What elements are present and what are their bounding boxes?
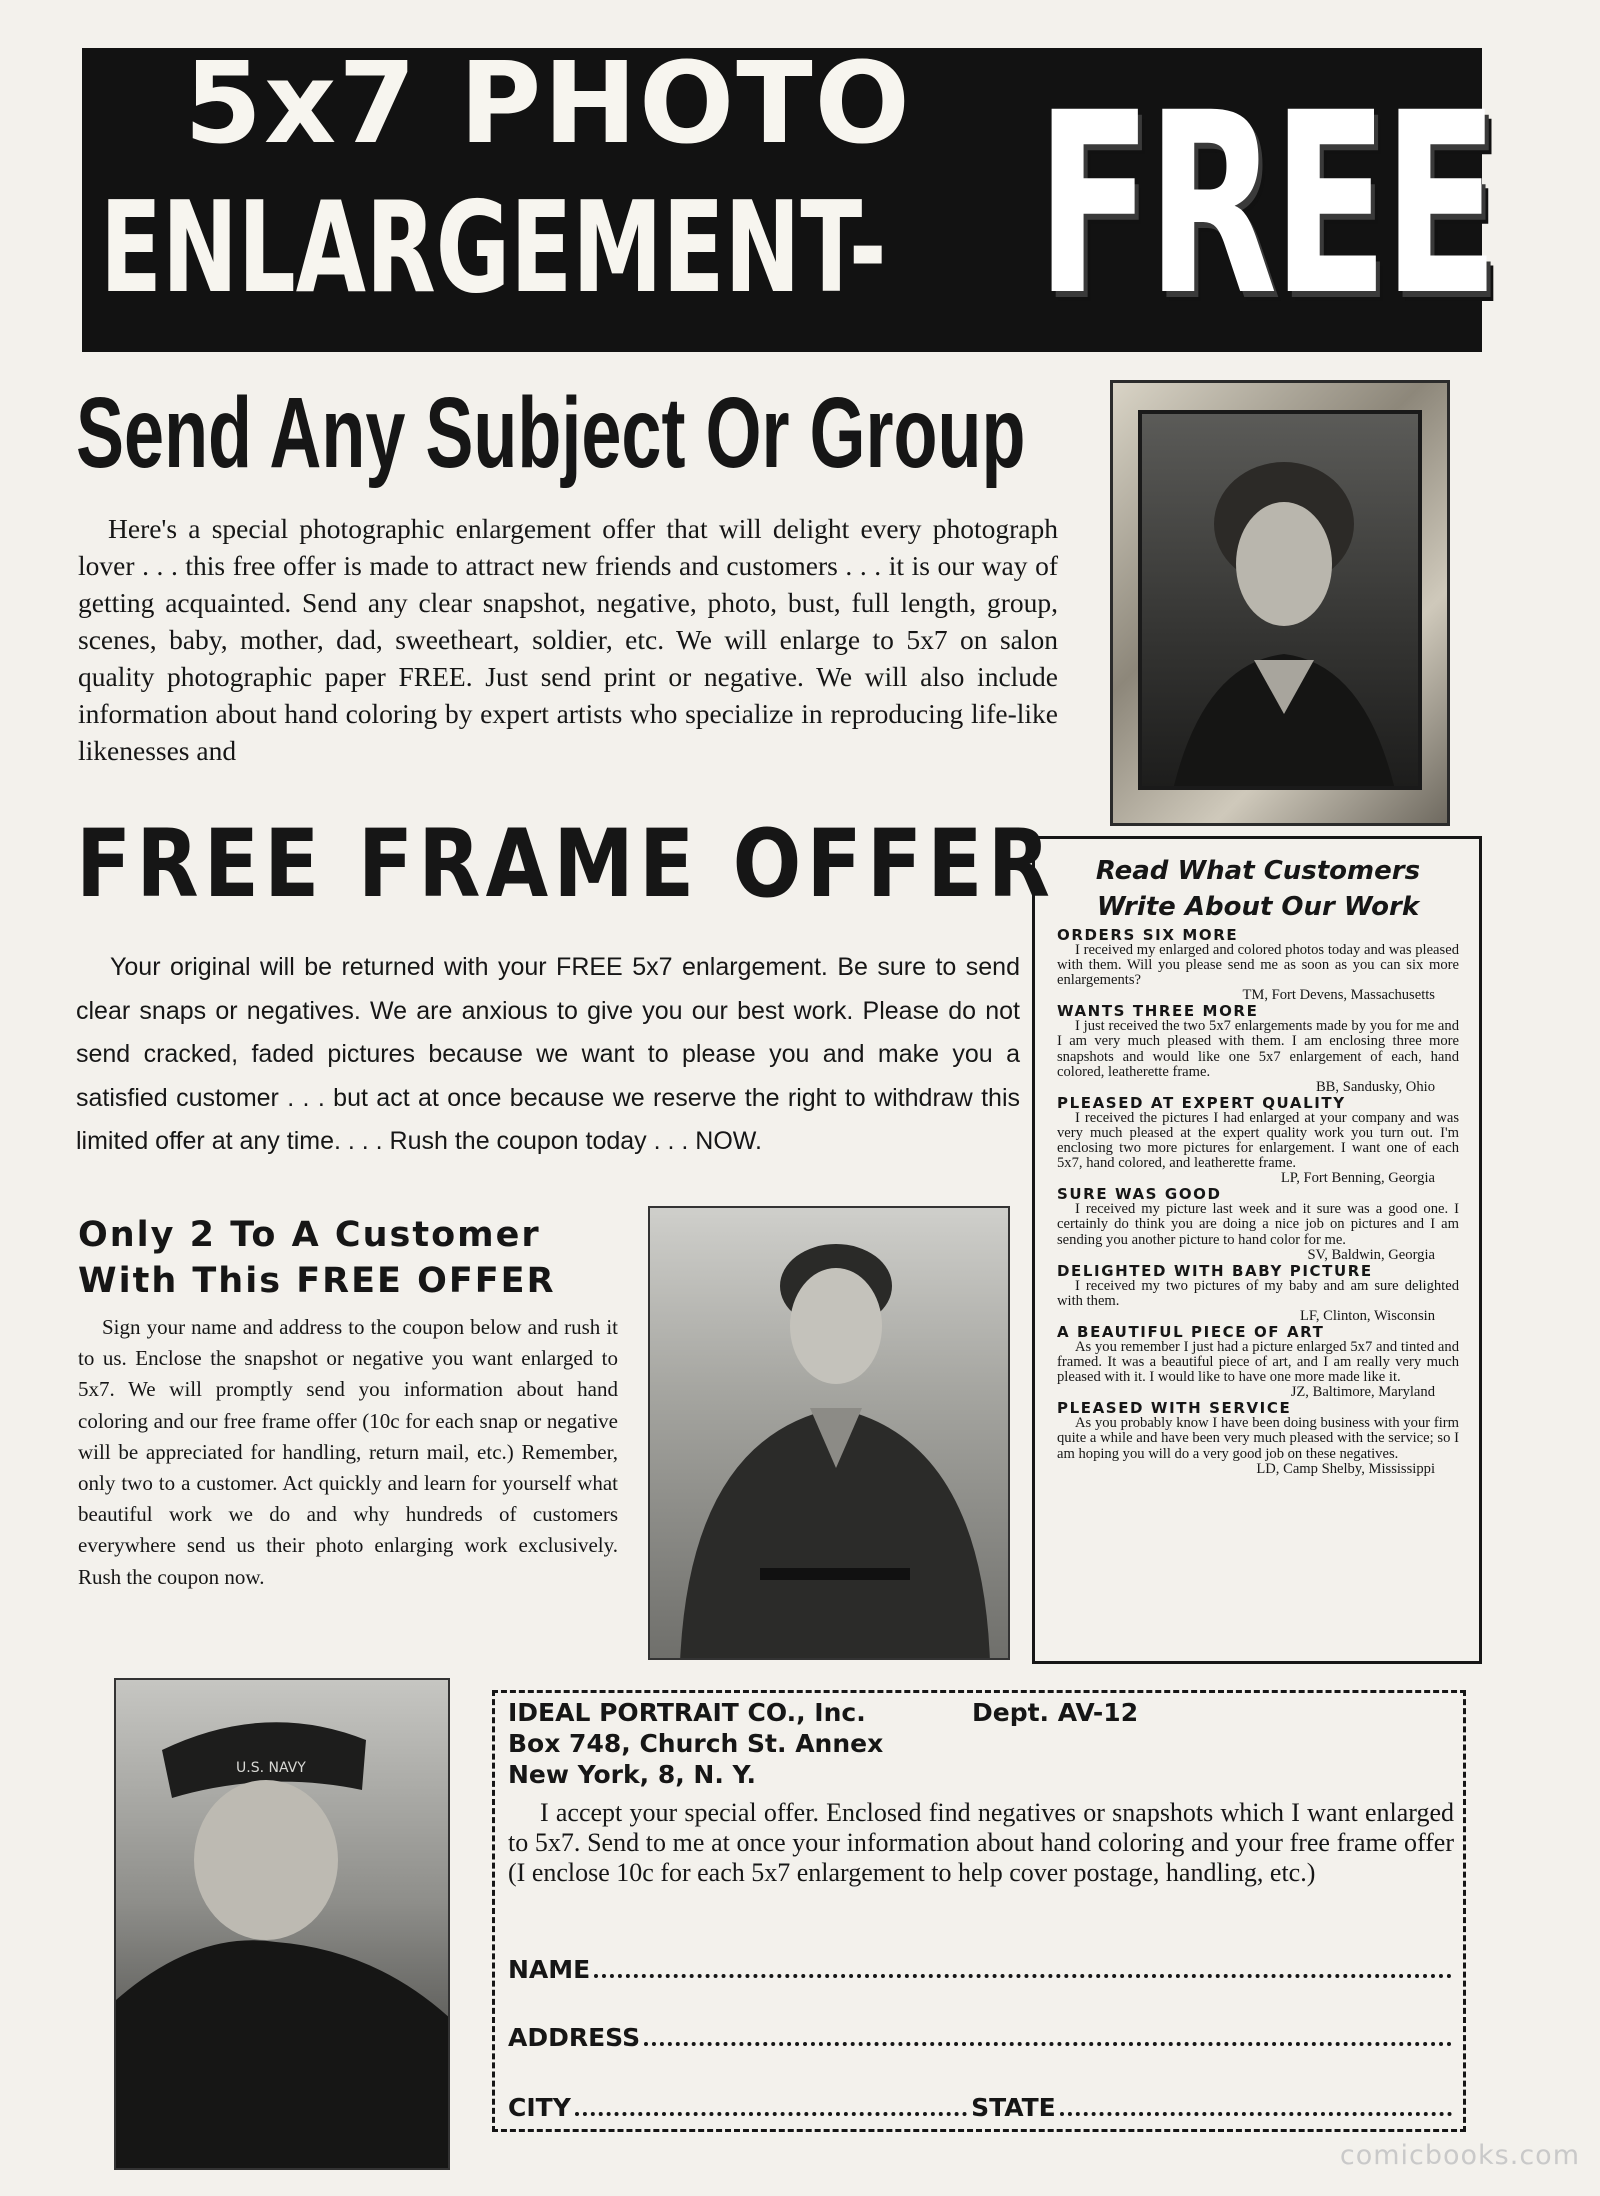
coupon-address-line2: New York, 8, N. Y. [508, 1760, 756, 1789]
testimonial-body: I received my enlarged and colored photos today and was pleased with them. Will you please send me as soon as you can six more enlargements? [1057, 942, 1459, 989]
testimonial-body: I received my two pictures of my baby and am sure delighted with them. [1057, 1277, 1459, 1309]
coupon-address-line1: Box 748, Church St. Annex [508, 1729, 884, 1758]
testimonial-signature: LD, Camp Shelby, Mississippi [1256, 1460, 1435, 1477]
testimonial-title: SURE WAS GOOD [1057, 1185, 1222, 1204]
svg-text:U.S. NAVY: U.S. NAVY [236, 1760, 306, 1776]
testimonial-item [1057, 1095, 1459, 1186]
testimonial-item [1057, 1400, 1459, 1476]
testimonial-signature: LP, Fort Benning, Georgia [1280, 1170, 1435, 1187]
intro-paragraph: Here's a special photographic enlargement offer that will delight every photograph lover . . . this free offer is made to attract new friends and customers . . . it is our way of getting acquainted. Send any clear snapshot, negative, photo, bust, full length, group, scenes, baby, mother, dad, sweetheart, soldier, etc. We will enlarge to 5x7 on salon quality photographic paper FREE. Just send print or negative. We will also include information about hand coloring by expert artists who specialize in reproducing life-like likenesses and [78, 513, 1058, 766]
banner-title-line1: 5x7 PHOTO [184, 39, 912, 169]
testimonial-item [1057, 1324, 1459, 1400]
testimonial-body: As you remember I just had a picture enlarged 5x7 and tinted and framed. It was a beautiful piece of art, and I am really very much pleased with it. I would like to have one more made like it. [1057, 1338, 1459, 1386]
customer-limit-heading-line2: With This FREE OFFER [78, 1261, 556, 1301]
coupon-company-name: IDEAL PORTRAIT CO., Inc. [508, 1698, 866, 1727]
soldier-photo [648, 1206, 1010, 1660]
coupon-address-line[interactable] [644, 2042, 1452, 2046]
testimonial-body: I just received the two 5x7 enlargements made by you for me and I am very much pleased with them. I am enclosing three more snapshots and would like one 5x7 enlargement of each, hand colored, leatherette frame. [1057, 1018, 1459, 1080]
coupon-city-line[interactable] [575, 2112, 967, 2116]
coupon-name-field[interactable] [508, 1946, 1456, 1984]
testimonial-title: DELIGHTED WITH BABY PICTURE [1057, 1261, 1373, 1280]
customer-limit-paragraph: Sign your name and address to the coupon below and rush it to us. Enclose the snapshot or negative you want enlarged to 5x7. We will promptly send you information about hand coloring and our free frame offer (10c for each snap or negative will be appreciated for handling, return mail, etc.) Remember, only two to a customer. Act quickly and learn for yourself what beautiful work we do and why hundreds of customers everywhere send us their photo enlarging work exclusively. Rush the coupon now. [78, 1315, 618, 1589]
testimonial-item [1057, 1003, 1459, 1094]
testimonial-signature: BB, Sandusky, Ohio [1315, 1078, 1435, 1095]
testimonial-signature: TM, Fort Devens, Massachusetts [1242, 987, 1435, 1004]
coupon-address-label: ADDRESS [508, 2023, 641, 2052]
customer-limit-heading-line1: Only 2 To A Customer [78, 1215, 541, 1255]
testimonial-item [1057, 927, 1459, 1003]
coupon-address-field[interactable] [508, 2014, 1456, 2052]
portrait-woman-image [1138, 410, 1422, 790]
headline: Send Any Subject Or Group [76, 377, 1026, 489]
coupon-city-label: CITY [508, 2093, 571, 2122]
testimonials-heading-line2: Write About Our Work [1096, 892, 1420, 922]
coupon-state-line[interactable] [1060, 2112, 1452, 2116]
testimonial-body: I received the pictures I had enlarged at your company and was very much pleased at the expert quality work you turn out. I'm enclosing two more pictures for enlargement. I want one of each 5x7, hand colored, and leatherette frame. [1057, 1109, 1459, 1172]
testimonial-body: I received my picture last week and it sure was a good one. I certainly do think you are doing a nice job on pictures and I am sending you another picture to hand color for me. [1057, 1201, 1459, 1248]
coupon-state-label: STATE [971, 2093, 1056, 2122]
testimonial-item [1057, 1186, 1459, 1262]
testimonial-title: A BEAUTIFUL PIECE OF ART [1057, 1322, 1325, 1341]
coupon-body-text: I accept your special offer. Enclosed find negatives or snapshots which I want enlarged to 5x7. Send to me at once your information about hand coloring and your free frame offer (I enclose 10c for each 5x7 enlargement to help cover postage, handling, etc.) [508, 1798, 1454, 1887]
sailor-photo [114, 1678, 450, 2170]
testimonial-item [1057, 1263, 1459, 1324]
testimonials-box [1032, 836, 1482, 1664]
watermark: comicbooks.com [1339, 2140, 1580, 2171]
testimonial-body: As you probably know I have been doing business with your firm quite a while and have been very much pleased with the service; so I am hoping you will do a very good job on these negatives. [1057, 1415, 1459, 1462]
testimonials-heading [1057, 853, 1459, 925]
coupon-city-state-field[interactable] [508, 2084, 1456, 2122]
testimonial-title: ORDERS SIX MORE [1057, 926, 1239, 944]
testimonial-signature: LF, Clinton, Wisconsin [1299, 1307, 1435, 1324]
testimonial-signature: JZ, Baltimore, Maryland [1290, 1384, 1435, 1401]
testimonial-title: PLEASED WITH SERVICE [1057, 1399, 1292, 1418]
frame-offer-paragraph: Your original will be returned with your FREE 5x7 enlargement. Be sure to send clear snaps or negatives. We are anxious to give you our best work. Please do not send cracked, faded pictures because we want to please you and make you a satisfied customer . . . but act at once because we reserve the right to withdraw this limited offer at any time. . . . Rush the coupon today . . . NOW. [76, 953, 1020, 1155]
testimonial-title: PLEASED AT EXPERT QUALITY [1057, 1093, 1346, 1112]
coupon-name-label: NAME [508, 1955, 591, 1984]
testimonial-signature: SV, Baldwin, Georgia [1307, 1246, 1435, 1263]
banner-title-line2: ENLARGEMENT- [100, 174, 887, 321]
coupon-name-line[interactable] [594, 1974, 1452, 1978]
frame-offer-heading: FREE FRAME OFFER [76, 810, 1056, 919]
testimonial-title: WANTS THREE MORE [1057, 1002, 1259, 1021]
coupon-department: Dept. AV-12 [972, 1698, 1139, 1727]
testimonials-heading-line1: Read What Customers [1095, 856, 1421, 886]
banner-free-wordmark: FREE [1036, 59, 1494, 350]
customer-limit-heading [78, 1212, 638, 1312]
